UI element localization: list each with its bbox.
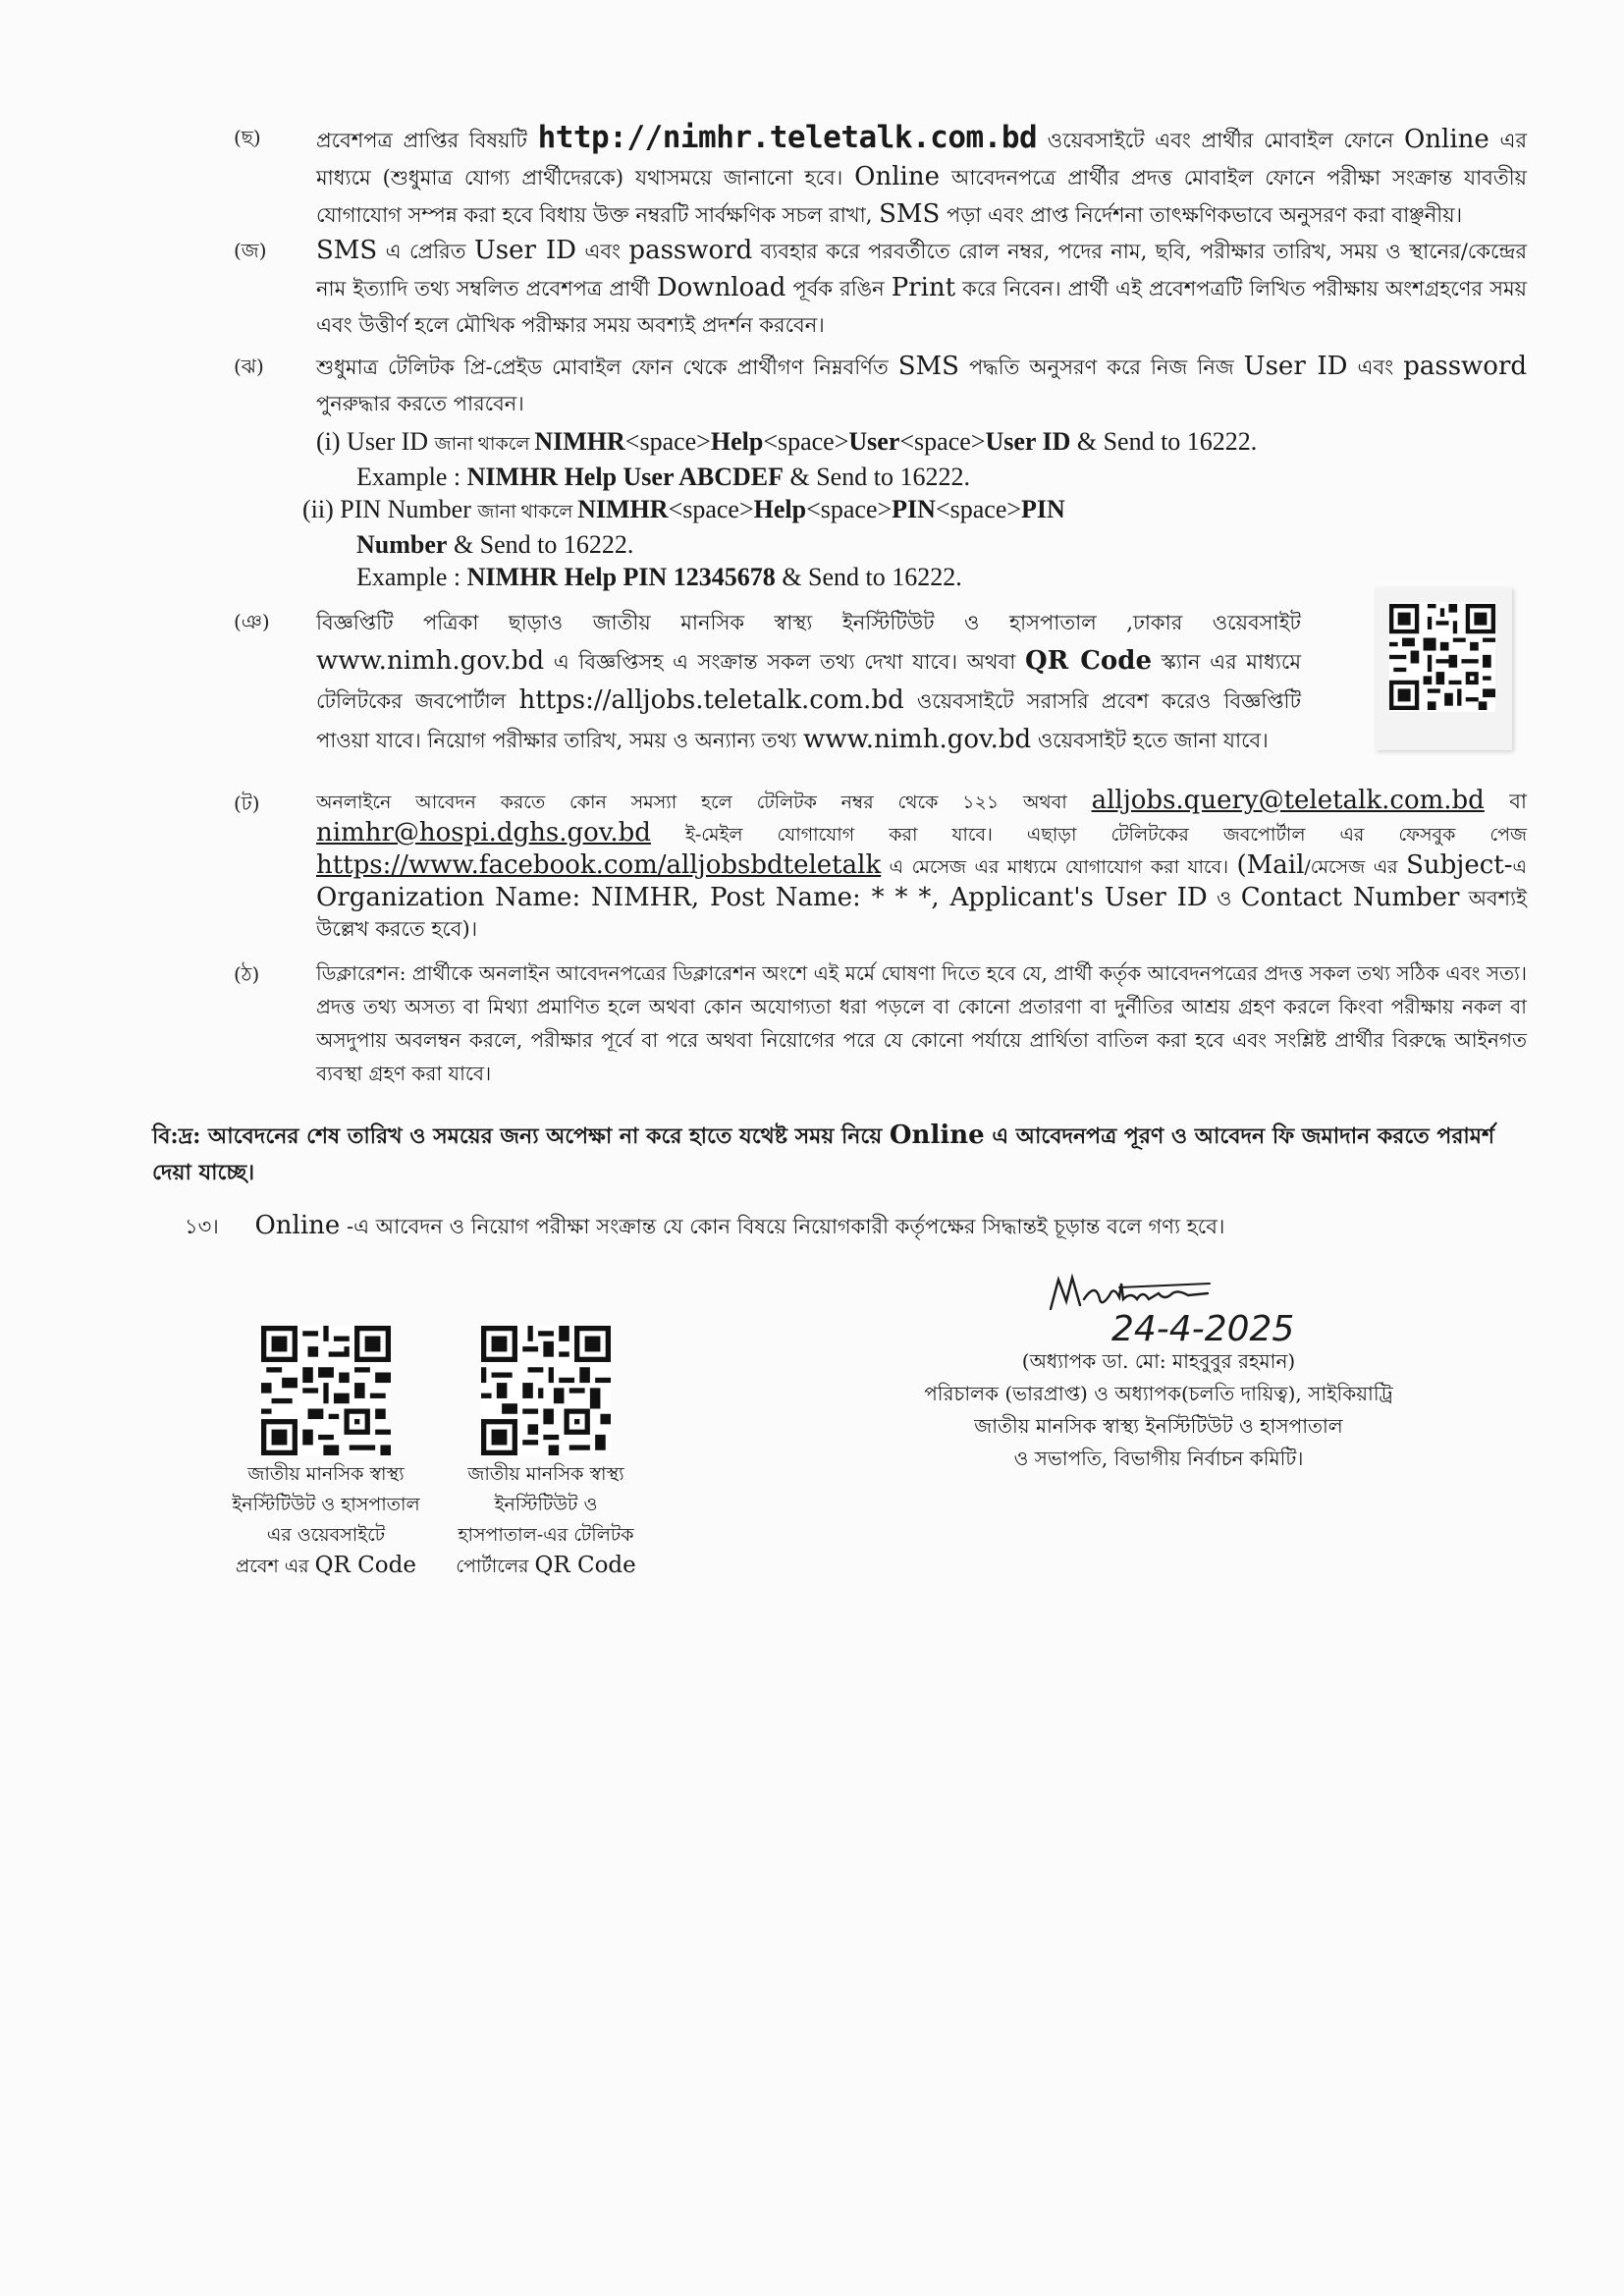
qr-code-icon[interactable] bbox=[261, 1326, 391, 1455]
qr-code-icon[interactable] bbox=[1389, 602, 1495, 712]
clause-text: SMS এ প্রেরিত User ID এবং password ব্যবহার করে পরবর্তীতে রোল নম্বর, পদের নাম, ছবি, পরীক্ষার তারিখ, সময় ও স্থানের/কেন্দ্রের নাম ইত্যাদি তথ্য সম্বলিত প্রবেশপত্র প্রার্থী Download পূর্বক রঙিন Print করে নিবেন। প্রার্থী এই প্রবেশপত্রটি লিখিত পরীক্ষায় অংশগ্রহণের সময় এবং উত্তীর্ণ হলে মৌখিক পরীক্ষার সময় অবশ্যই প্রদর্শন করবেন। bbox=[316, 236, 1528, 337]
qr-card bbox=[1375, 587, 1512, 750]
clause-ta bbox=[236, 786, 1527, 945]
facebook-page-link[interactable]: https://www.facebook.com/alljobsbdteletalk bbox=[316, 850, 882, 880]
sms-instructions bbox=[302, 425, 1543, 593]
clause-marker: (ঝ) bbox=[234, 355, 264, 378]
nimhr-email[interactable]: nimhr@hospi.dghs.gov.bd bbox=[316, 818, 651, 847]
clause-marker: (ঠ) bbox=[234, 962, 260, 986]
sms-example-user-id: Example : NIMHR Help User ABCDEF & Send to 16222. bbox=[356, 463, 970, 491]
clause-marker: (ঞ) bbox=[234, 610, 270, 633]
clause-text: শুধুমাত্র টেলিটক প্রি-প্রেইড মোবাইল ফোন থেকে প্রার্থীগণ নিম্নবর্ণিত SMS পদ্ধতি অনুসরণ করে নিজ নিজ User ID এবং password পুনরুদ্ধার করতে পারবেন। bbox=[316, 352, 1528, 415]
section-13: ১৩। Online -এ আবেদন ও নিয়োগ পরীক্ষা সংক্রান্ত যে কোন বিষয়ে নিয়োগকারী কর্তৃপক্ষের সিদ্ধান্তই চূড়ান্ত বলে গণ্য হবে। bbox=[185, 1211, 1225, 1240]
qr-code-icon[interactable] bbox=[481, 1326, 611, 1455]
signatory-designation: পরিচালক (ভারপ্রাপ্ত) ও অধ্যাপক(চলতি দায়িত্ব), সাইকিয়াট্রি bbox=[924, 1382, 1393, 1405]
clause-jha bbox=[236, 349, 1527, 422]
sms-instruction-pin: (ii) PIN Number জানা থাকলে NIMHR<space>Help<space>PIN<space>PIN bbox=[302, 495, 1065, 523]
clause-ja bbox=[236, 233, 1527, 344]
sms-instruction-pin-cont: Number & Send to 16222. bbox=[356, 530, 634, 559]
teletalk-query-email[interactable]: alljobs.query@teletalk.com.bd bbox=[1091, 786, 1485, 815]
sms-instruction-user-id: (i) User ID জানা থাকলে NIMHR<space>Help<space>User<space>User ID & Send to 16222. bbox=[316, 427, 1258, 456]
handwritten-signature bbox=[1041, 1272, 1453, 1355]
svg-text:24-4-2025: 24-4-2025 bbox=[1111, 1309, 1295, 1349]
admit-card-url[interactable]: http://nimhr.teletalk.com.bd bbox=[537, 120, 1038, 155]
clause-text: বিজ্ঞপ্তিটি পত্রিকা ছাড়াও জাতীয় মানসিক স্বাস্থ্য ইনস্টিটিউট ও হাসপাতাল ,ঢাকার ওয়েবসাইট www.nimh.gov.bd এ বিজ্ঞপ্তিসহ এ সংক্রান্ত সকল তথ্য দেখা যাবে। অথবা QR Code স্ক্যান এর মাধ্যমে টেলিটকের জবপোর্টাল https://alljobs.teletalk.com.bd ওয়েবসাইটে সরাসরি প্রবেশ করেও বিজ্ঞপ্তিটি পাওয়া যাবে। নিয়োগ পরীক্ষার তারিখ, সময় ও অন্যান্য তথ্য www.nimh.gov.bd ওয়েবসাইট হতে জানা যাবে। bbox=[316, 611, 1302, 754]
clause-text: প্রবেশপত্র প্রাপ্তির বিষয়টি http://nimhr.teletalk.com.bd ওয়েবসাইটে এবং প্রার্থীর মোবাইল ফোনে Online এর মাধ্যমে (শুধুমাত্র যোগ্য প্রার্থীদেরকে) যথাসময়ে জানানো হবে। Online আবেদনপত্রে প্রার্থীর প্রদত্ত মোবাইল ফোনে পরীক্ষা সংক্রান্ত যাবতীয় যোগাযোগ সম্পন্ন করা হবে বিধায় উক্ত নম্বরটি সার্বক্ষণিক সচল রাখা, SMS পড়া এবং প্রাপ্ত নির্দেশনা তাৎক্ষণিকভাবে অনুসরণ করা বাঞ্ছনীয়। bbox=[316, 120, 1528, 229]
signatory-committee: ও সভাপতি, বিভাগীয় নির্বাচন কমিটি। bbox=[1013, 1447, 1304, 1470]
alljobs-portal-link[interactable]: https://alljobs.teletalk.com.bd bbox=[518, 685, 904, 715]
clause-tha bbox=[236, 957, 1527, 1090]
signatory-name: (অধ্যাপক ডা. মো: মাহবুবুর রহমান) bbox=[1021, 1349, 1296, 1373]
nimh-website-link[interactable]: www.nimh.gov.bd bbox=[803, 725, 1032, 754]
clause-text: অনলাইনে আবেদন করতে কোন সমস্যা হলে টেলিটক নম্বর থেকে ১২১ অথবা alljobs.query@teletalk.com.bd বা nimhr@hospi.dghs.gov.bd ই-মেইল যোগাযোগ করা যাবে। এছাড়া টেলিটকের জবপোর্টাল এর ফেসবুক পেজ https://www.facebook.com/alljobsbdteletalk এ মেসেজ এর মাধ্যমে যোগাযোগ করা যাবে। (Mail/মেসেজ এর Subject-এ Organization Name: NIMHR, Post Name: * * *, Applicant's User ID ও Contact Number অবশ্যই উল্লেখ করতে হবে)। bbox=[316, 786, 1528, 941]
important-note: বি:দ্র: আবেদনের শেষ তারিখ ও সময়ের জন্য অপেক্ষা না করে হাতে যথেষ্ট সময় নিয়ে Online এ আবেদনপত্র পূরণ ও আবেদন ফি জমাদান করতে পরামর্শ দেয়া যাচ্ছে। bbox=[152, 1121, 1495, 1185]
clause-text: ডিক্লারেশন: প্রার্থীকে অনলাইন আবেদনপত্রের ডিক্লারেশন অংশে এই মর্মে ঘোষণা দিতে হবে যে, প্রার্থী কর্তৃক আবেদনপত্রের প্রদত্ত সকল তথ্য সঠিক এবং সত্য। প্রদত্ত তথ্য অসত্য বা মিথ্যা প্রমাণিত হলে অথবা কোন অযোগ্যতা ধরা পড়লে বা কোনো প্রতারণা বা দুর্নীতির আশ্রয় গ্রহণ করলে কিংবা পরীক্ষায় নকল বা অসদুপায় অবলম্বন করলে, পরীক্ষার পূর্বে বা পরে অথবা নিয়োগের পরে যে কোনো পর্যায়ে প্রার্থিতা বাতিল করা হবে এবং সংশ্লিষ্ট প্রার্থীর বিরুদ্ধে আইনগত ব্যবস্থা গ্রহণ করা যাবে। bbox=[316, 961, 1527, 1085]
signature-block bbox=[844, 1345, 1473, 1475]
qr-caption-teletalk-portal: জাতীয় মানসিক স্বাস্থ্য ইনস্টিটিউট ও হাসপাতাল-এর টেলিটক পোর্টালের QR Code bbox=[456, 1463, 636, 1578]
clause-neo bbox=[236, 604, 1301, 760]
clause-marker: (ট) bbox=[234, 792, 260, 815]
qr-caption-website: জাতীয় মানসিক স্বাস্থ্য ইনস্টিটিউট ও হাসপাতাল এর ওয়েবসাইটে প্রবেশ এর QR Code bbox=[232, 1463, 420, 1578]
signatory-institute: জাতীয় মানসিক স্বাস্থ্য ইনস্টিটিউট ও হাসপাতাল bbox=[974, 1414, 1343, 1438]
section-number: ১৩। bbox=[185, 1215, 219, 1238]
sms-example-pin: Example : NIMHR Help PIN 12345678 & Send to 16222. bbox=[356, 563, 962, 591]
clause-marker: (ছ) bbox=[234, 126, 261, 149]
nimh-website-link[interactable]: www.nimh.gov.bd bbox=[316, 646, 545, 676]
clause-chha bbox=[236, 120, 1527, 234]
clause-marker: (জ) bbox=[234, 239, 267, 262]
